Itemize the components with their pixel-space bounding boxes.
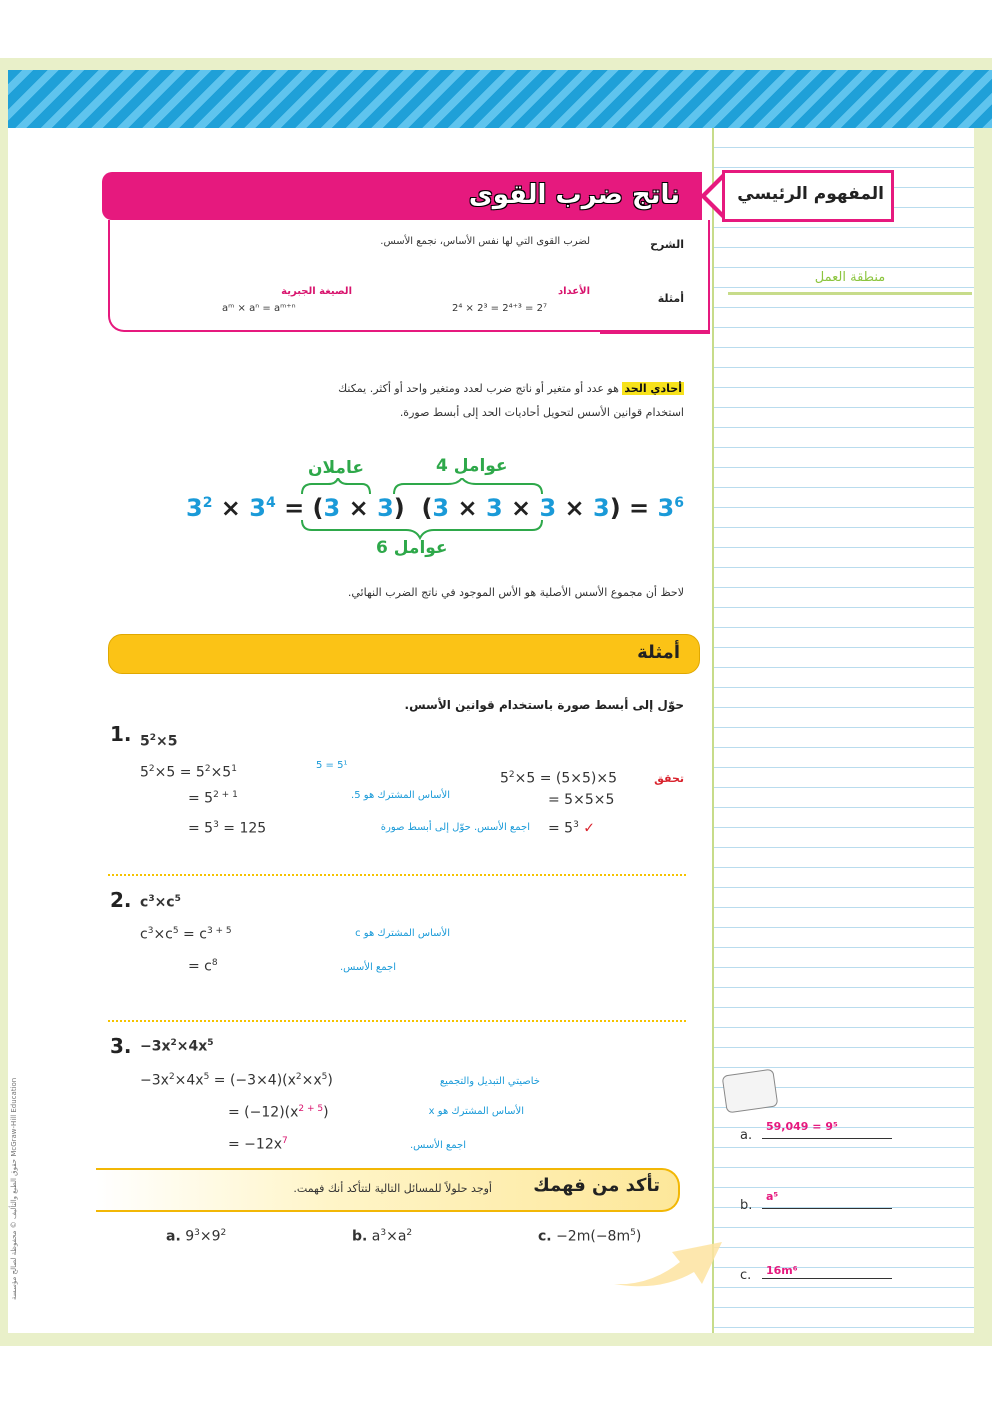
check-a-letter: a. [166, 1228, 181, 1245]
four-factors-brace [394, 478, 542, 494]
intro-line-2: استخدام قوانين الأسس لتحويل أحاديات الحد إلى أبسط صورة. [399, 406, 684, 419]
check-instruction: أوجد حلولاً للمسائل التالية لتتأكد أنك فهمت. [293, 1182, 492, 1195]
arrow-to-answers-icon [610, 1222, 730, 1292]
example-1-check-step-2: = 5×5×5 [548, 792, 615, 808]
example-1-note-3: اجمع الأسس. حوّل إلى أبسط صورة [380, 822, 530, 833]
intro-line-1 [160, 382, 684, 395]
example-1-step-1: $5^2\times 5 = 5^2\times 5^1$ [140, 764, 237, 781]
example-2-note-2: اجمع الأسس. [339, 962, 396, 973]
page-edge [974, 128, 992, 1333]
example-1-problem: $5^2\times 5$ [140, 733, 178, 750]
six-factors-brace [302, 520, 542, 538]
check-c-letter: c. [538, 1228, 552, 1245]
sum-note: لاحظ أن مجموع الأسس الأصلية هو الأس الموجود في ناتج الضرب النهائي. [347, 586, 684, 599]
work-zone-underline [728, 292, 972, 295]
four-factors-label: 4 عوامل [436, 456, 508, 476]
answer-a-line [762, 1138, 892, 1139]
numbers-label: الأعداد [557, 286, 590, 297]
example-1-check-label: تحقق [654, 772, 684, 785]
explanation-label: الشرح [650, 238, 684, 251]
check-b-letter: b. [352, 1228, 368, 1245]
example-1-step-3: = $5^3 = 125$ [188, 820, 267, 837]
example-3-step-2: = $(-12)(x^{2 + 5})$ [228, 1104, 329, 1121]
answer-a-letter: a. [740, 1128, 753, 1143]
key-concept-box-accent [600, 330, 710, 334]
example-2-step-1: $c^3\times c^5 = c^{3 + 5}$ [140, 926, 232, 943]
example-3-step-3: = $-12x^7$ [228, 1136, 288, 1153]
example-1-check-step-1: $5^2\times 5 = (5\times 5)\times 5$ [500, 770, 618, 787]
divider-2 [108, 1020, 686, 1022]
answer-b-value: a⁵ [766, 1190, 779, 1203]
answer-b-letter: b. [740, 1198, 753, 1213]
check-title: تأكد من فهمك [533, 1175, 660, 1196]
monomial-term: أحادي الحد [624, 382, 682, 395]
example-3-number: 3. [110, 1034, 132, 1058]
examples-label: أمثلة [657, 292, 684, 305]
explanation-text: لضرب القوى التي لها نفس الأساس، نجمع الأسس. [380, 236, 590, 247]
example-3-step-1: $-3x^2\times 4x^5 = (-3\times 4)(x^2\times x^5)$ [140, 1072, 333, 1089]
example-1-number: 1. [110, 722, 132, 746]
check-problem-c: c. $-2m(-8m^5)$ [538, 1228, 642, 1245]
work-zone-title: منطقة العمل [814, 270, 886, 285]
algebra-label: الصيغة الجبرية [281, 286, 352, 297]
answer-a-value: 59,049 = 9⁵ [766, 1120, 838, 1133]
example-1-note-1: 5 = 5¹ [316, 760, 348, 771]
examples-instruction: حوّل إلى أبسط صورة باستخدام قوانين الأسس. [404, 698, 684, 712]
numbers-example: 2⁴ × 2³ = 2⁴⁺³ = 2⁷ [452, 303, 547, 314]
two-factors-brace [302, 478, 370, 494]
key-concept-title: ناتج ضرب القوى [468, 180, 680, 210]
example-3-note-1: خاصيتي التبديل والتجميع [439, 1076, 540, 1087]
algebra-example: aᵐ × aⁿ = aᵐ⁺ⁿ [222, 303, 296, 314]
answer-c-value: 16m⁶ [766, 1264, 798, 1277]
answer-c-line [762, 1278, 892, 1279]
examples-title: أمثلة [637, 642, 680, 663]
intro-line-1-text: هو عدد أو متغير أو ناتج ضرب لعدد ومتغير واحد أو أكثر. يمكنك [338, 382, 619, 395]
work-zone-column [712, 128, 976, 1333]
copyright-vertical-text: حقوق الطبع والتأليف © محفوظة لصالح مؤسسة McGraw-Hill Education [10, 1077, 18, 1300]
key-concept-tag-label: المفهوم الرئيسي [737, 184, 884, 204]
divider-1 [108, 874, 686, 876]
example-3-note-2: الأساس المشترك هو x [428, 1106, 524, 1117]
example-3-problem: $-3x^2\times 4x^5$ [140, 1038, 214, 1055]
answer-b-line [762, 1208, 892, 1209]
example-1-check-step-3: = $5^3$ ✓ [548, 820, 596, 837]
factor-equation: $3^2 \times 3^4 = (3 \times 3) (3 \times 3 \times 3 \times 3) = 3^6$ [186, 494, 684, 522]
sticky-note-icon [722, 1069, 779, 1114]
example-1-note-2: الأساس المشترك هو 5. [351, 790, 450, 801]
two-factors-label: عاملان [308, 458, 364, 478]
example-3-note-3: اجمع الأسس. [409, 1140, 466, 1151]
six-factors-label: 6 عوامل [376, 538, 448, 558]
check-problem-b: b. $a^3\times a^2$ [352, 1228, 413, 1245]
example-1-step-2: = $5^{2 + 1}$ [188, 790, 238, 807]
example-2-problem: $c^3\times c^5$ [140, 894, 181, 911]
top-stripe-band [8, 70, 992, 128]
check-problem-a: a. $9^3\times 9^2$ [166, 1228, 227, 1245]
example-2-step-2: = $c^8$ [188, 958, 218, 975]
answer-c-letter: c. [740, 1268, 752, 1283]
example-2-note-1: الأساس المشترك هو c [355, 928, 450, 939]
example-2-number: 2. [110, 888, 132, 912]
